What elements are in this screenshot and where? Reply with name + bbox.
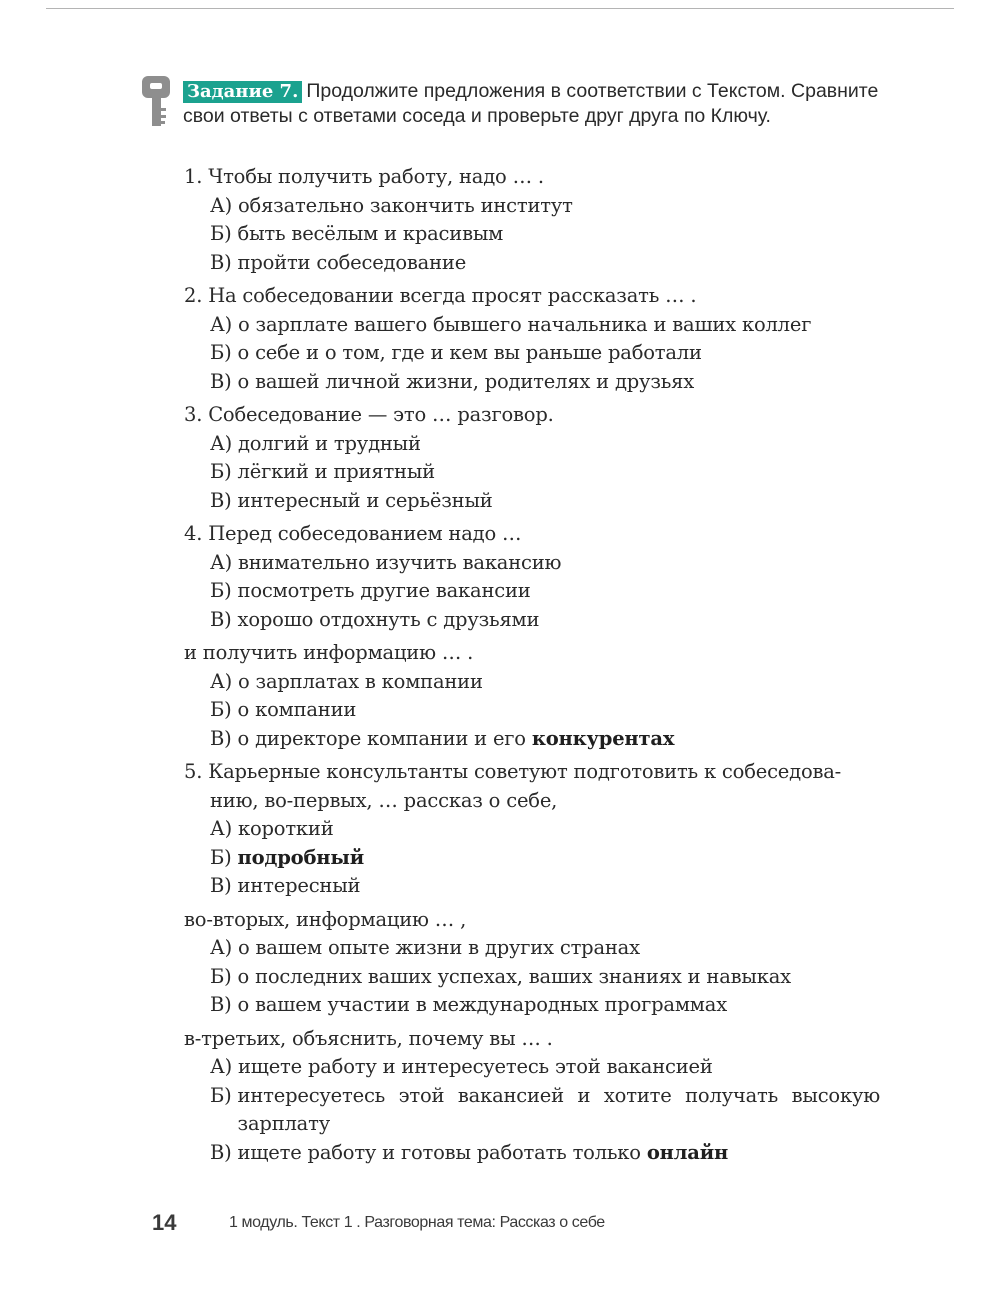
question-stem: 4. Перед собеседованием надо … (184, 522, 522, 545)
question-stem: 1. Чтобы получить работу, надо … . (184, 165, 544, 188)
option-text (238, 192, 880, 221)
option-text-plain: лёгкий и приятный (237, 460, 435, 483)
option-label: В) (210, 250, 238, 274)
option-label: В) (210, 726, 238, 750)
option-text (238, 458, 880, 487)
option-text (238, 311, 880, 340)
question-block (184, 282, 880, 396)
answer-option (184, 872, 880, 901)
option-text (238, 487, 880, 516)
answer-option (184, 339, 880, 368)
question-stem: 5. Карьерные консультанты советуют подготовить к собеседова- (184, 760, 842, 783)
question-stem: и получить информацию … . (184, 641, 474, 664)
option-text-plain: о компании (237, 698, 357, 721)
option-text (238, 577, 880, 606)
question-list (184, 163, 880, 1167)
option-text (238, 430, 880, 459)
option-label: Б) (210, 964, 238, 988)
option-text-plain: ищете работу и готовы работать только (237, 1140, 647, 1164)
option-text-plain: о вашем опыте жизни в других странах (237, 936, 640, 959)
option-text (238, 934, 880, 963)
option-text (238, 220, 880, 249)
question-block (184, 906, 880, 1020)
answer-option (184, 991, 880, 1020)
option-label: А) (210, 936, 238, 959)
option-label: В) (210, 369, 238, 393)
option-label: А) (210, 817, 238, 840)
option-text-bold: конкурентах (531, 726, 675, 750)
option-label: А) (210, 312, 238, 336)
option-label: А) (210, 193, 238, 217)
answer-option (184, 696, 880, 725)
option-text-plain: о последних ваших успехах, ваших знаниях и навыках (237, 964, 791, 988)
option-label: Б) (210, 698, 238, 721)
answer-option (184, 430, 880, 459)
option-label: В) (210, 874, 238, 897)
answer-option (184, 311, 880, 340)
option-label: А) (210, 431, 238, 455)
option-text (238, 668, 880, 697)
answer-option (184, 725, 880, 754)
option-text-plain: о себе и о том, где и кем вы раньше работали (237, 341, 702, 364)
answer-option (184, 1139, 880, 1168)
question-stem: во-вторых, информацию … , (184, 907, 467, 931)
option-text (238, 696, 880, 725)
option-label: Б) (210, 1083, 238, 1107)
option-text-plain: о зарплате вашего бывшего начальника и ваших коллег (237, 312, 812, 336)
option-label: А) (210, 550, 238, 574)
option-text-plain: пройти собеседование (237, 250, 467, 274)
answer-option (184, 963, 880, 992)
question-block (184, 520, 880, 634)
option-text (238, 339, 880, 368)
option-text (238, 815, 880, 844)
option-text-plain: внимательно изучить вакансию (237, 550, 562, 574)
answer-option (184, 1053, 880, 1082)
option-text-plain: долгий и трудный (237, 431, 421, 455)
option-text (238, 549, 880, 578)
question-stem: в-третьих, объяснить, почему вы … . (184, 1026, 553, 1050)
task-header (183, 79, 893, 128)
option-text-plain: о вашем участии в международных программах (237, 993, 727, 1016)
option-text-plain: обязательно закончить институт (237, 193, 573, 217)
question-block (184, 1025, 880, 1168)
answer-option (184, 1082, 880, 1139)
task-instruction: Продолжите предложения в соответствии с Текстом. Сравните свои ответы с ответами соседа и проверьте друг друга по Ключу. (183, 80, 879, 127)
option-text (238, 368, 880, 397)
option-text (238, 725, 880, 754)
answer-option (184, 577, 880, 606)
option-text-plain: интересный и серьёзный (237, 488, 493, 512)
top-rule (46, 8, 954, 9)
task-badge: Задание 7. (183, 81, 302, 103)
option-text-plain: о вашей личной жизни, родителях и друзьях (237, 369, 695, 393)
question-stem: 3. Собеседование — это … разговор. (184, 403, 554, 426)
option-label: Б) (210, 845, 238, 869)
option-text-bold: онлайн (646, 1140, 729, 1164)
option-text-plain: интересный (237, 874, 361, 897)
question-stem: 2. На собеседовании всегда просят рассказать … . (184, 284, 697, 307)
question-block (184, 639, 880, 753)
option-text-plain: посмотреть другие вакансии (237, 579, 531, 602)
answer-option (184, 934, 880, 963)
question-stem-continued: нию, во-первых, … рассказ о себе, (210, 788, 558, 812)
answer-option (184, 368, 880, 397)
option-text (238, 1139, 880, 1168)
answer-option (184, 549, 880, 578)
option-text-bold: подробный (237, 845, 364, 869)
page-number: 14 (152, 1210, 177, 1235)
key-icon (138, 74, 174, 130)
option-text-plain: интересуетесь этой вакансией и хотите получать высокую зарплату (237, 1083, 880, 1135)
running-title: 1 модуль. Текст 1 . Разговорная тема: Рассказ о себе (229, 1214, 605, 1231)
option-text (238, 1053, 880, 1082)
question-block (184, 401, 880, 515)
option-text (238, 844, 880, 873)
option-label: В) (210, 1140, 238, 1164)
answer-option (184, 815, 880, 844)
option-label: Б) (210, 341, 238, 364)
answer-option (184, 668, 880, 697)
option-text-plain: хорошо отдохнуть с друзьями (237, 607, 540, 631)
option-text (238, 991, 880, 1020)
option-label: А) (210, 1055, 238, 1078)
option-text (238, 872, 880, 901)
option-text (238, 963, 880, 992)
answer-option (184, 487, 880, 516)
option-label: Б) (210, 460, 238, 483)
option-text-plain: ищете работу и интересуетесь этой вакансией (237, 1055, 713, 1078)
option-text (238, 606, 880, 635)
answer-option (184, 220, 880, 249)
answer-option (184, 844, 880, 873)
option-text (238, 1082, 880, 1139)
option-label: В) (210, 607, 238, 631)
option-text-plain: о директоре компании и его (237, 726, 532, 750)
answer-option (184, 606, 880, 635)
option-label: Б) (210, 579, 238, 602)
question-block (184, 758, 880, 901)
option-text-plain: о зарплатах в компании (237, 669, 483, 693)
option-label: Б) (210, 222, 238, 245)
answer-option (184, 249, 880, 278)
option-text-plain: быть весёлым и красивым (237, 222, 504, 245)
answer-option (184, 192, 880, 221)
option-label: А) (210, 669, 238, 693)
option-label: В) (210, 488, 238, 512)
question-block (184, 163, 880, 277)
option-text (238, 249, 880, 278)
option-text-plain: короткий (237, 817, 334, 840)
answer-option (184, 458, 880, 487)
option-label: В) (210, 993, 238, 1016)
